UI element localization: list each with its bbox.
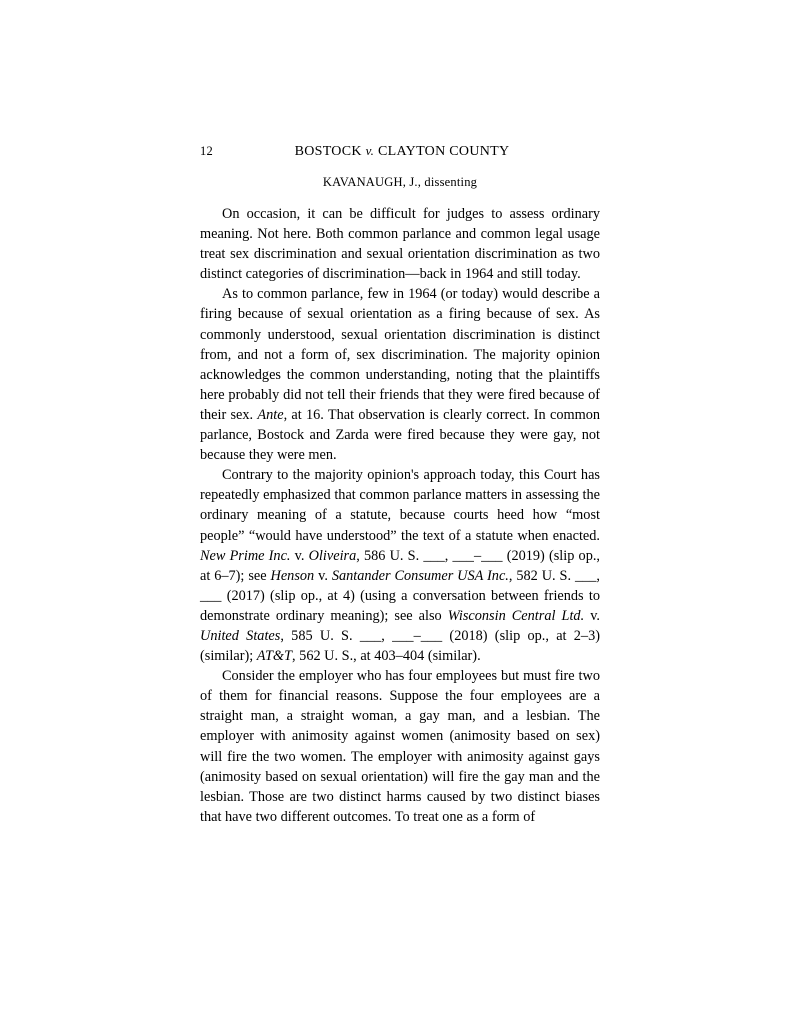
case-title-versus: v. [365,143,375,158]
opinion-suffix: , J., dissenting [402,175,478,189]
paragraph-as-to-common-parlance: As to common parlance, few in 1964 (or today) would describe a firing because of sexual orientation as a firing because of sex. As commonly understood, sexual orientation discrimination is distinct from, and not a form of, sex discrimination. The majority opinion acknowledges the common understanding, noting that the plaintiffs here probably did not tell their friends that they were fired because of their sex. Ante, at 16. That observation is clearly correct. In common parlance, Bostock and Zarda were fired because they were gay, not because they were men. [200,286,601,464]
paragraph-on-occasion: On occasion, it can be difficult for judges to assess ordinary meaning. Not here. Both common parlance and common legal usage treat sex discrimination and sexual orientation discrimination as two distinct categories of discrimination—back in 1964 and still today. [200,206,600,283]
running-head [200,143,600,161]
page-number: 12 [200,144,213,158]
justice-name: KAVANAUGH [322,175,403,189]
paragraph-contrary-to-majority: Contrary to the majority opinion's approach today, this Court has repeatedly emphasized that common parlance matters in assessing the ordinary meaning of a statute, because courts heed how “most people” “would have understood” the text of a statute when enacted. New Prime Inc. v. Oliveira, 586 U. S. ___, ___–___ (2019) (slip op., at 6–7); see Henson v. Santander Consumer USA Inc., 582 U. S. ___, ___ (2017) (slip op., at 4) (using a conversation between friends to demonstrate ordinary meaning); see also Wisconsin Central Ltd. v. United States, 585 U. S. ___, ___–___ (2018) (slip op., at 2–3) (similar); AT&T, 562 U. S., at 403–404 (similar). [200,467,600,665]
opinion-attribution [200,175,600,190]
paragraph-consider-employer: Consider the employer who has four employees but must fire two of them for financial reasons. Suppose the four employees are a straight man, a straight woman, a gay man, and a lesbian. The employer with animosity against women (animosity based on sex) will fire the two women. The employer with animosity against gays (animosity based on sexual orientation) will fire the gay man and the lesbian. Those are two distinct harms caused by two distinct biases that have two different outcomes. To treat one as a form of [200,668,600,825]
page-content [200,143,600,827]
case-title-left: BOSTOCK [294,144,362,159]
case-title-right: CLAYTON COUNTY [378,144,510,159]
case-title [234,143,600,160]
